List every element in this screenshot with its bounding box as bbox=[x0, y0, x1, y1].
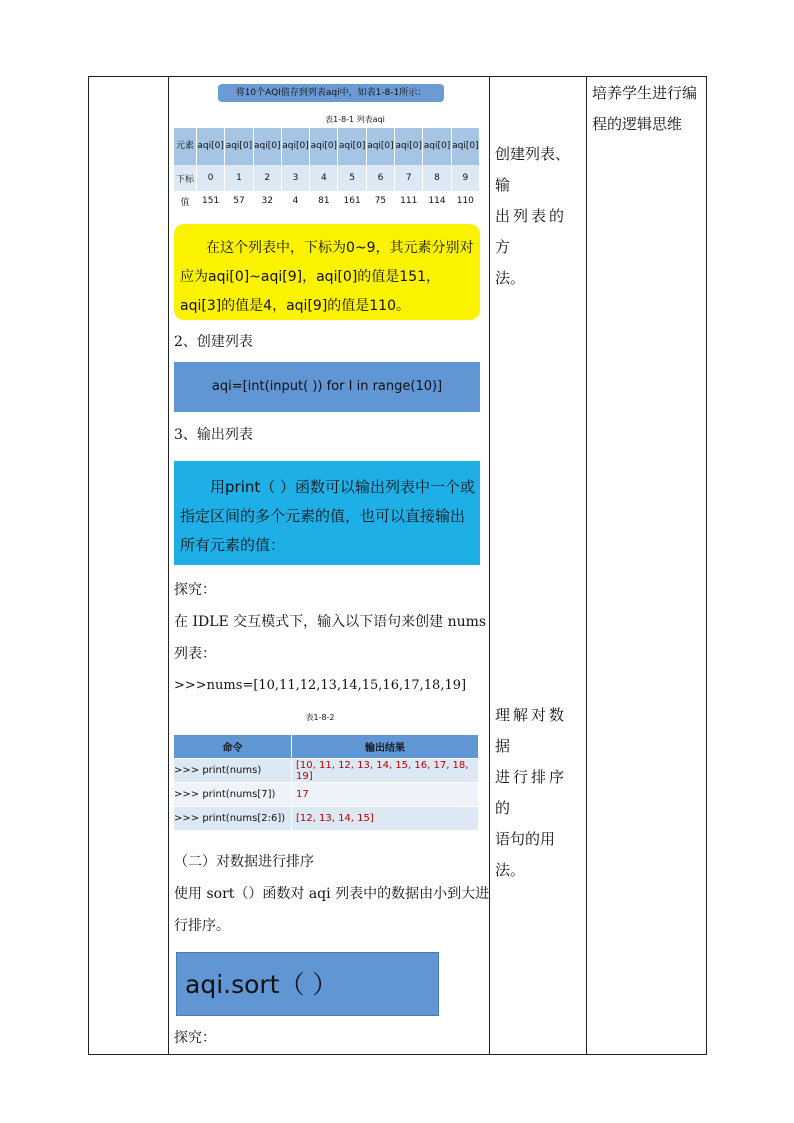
output-cell: [12, 13, 14, 15] bbox=[292, 807, 479, 831]
table-cell: 32 bbox=[253, 191, 281, 211]
command-cell: >>> print(nums) bbox=[174, 759, 292, 783]
table-cell: aqi[0] bbox=[338, 128, 366, 165]
section-heading-sort: （二）对数据进行排序 bbox=[174, 854, 314, 870]
table-cell: 9 bbox=[451, 165, 479, 191]
row-label: 值 bbox=[174, 191, 197, 211]
aqi-intro-banner: 将10个AQI值存到列表aqi中，如表1-8-1所示： bbox=[218, 84, 444, 102]
table-cell: 3 bbox=[281, 165, 309, 191]
row-label: 下标 bbox=[174, 165, 197, 191]
section-heading-output-list: 3、输出列表 bbox=[174, 427, 253, 443]
body-text: 在 IDLE 交互模式下，输入以下语句来创建 nums bbox=[174, 614, 487, 630]
table-cell: aqi[0] bbox=[366, 128, 394, 165]
note-text: 在这个列表中，下标为0~9，其元素分别对应为aqi[0]~aqi[9]，aqi[0]的值是151，aqi[3]的值是4，aqi[9]的值是110。 bbox=[180, 240, 474, 314]
table-cell: 114 bbox=[423, 191, 451, 211]
explore-label: 探究： bbox=[174, 582, 216, 598]
objective-sort-usage bbox=[495, 700, 583, 886]
table-cell: 2 bbox=[253, 165, 281, 191]
table-cell: 151 bbox=[197, 191, 225, 211]
table-cell: aqi[0] bbox=[395, 128, 423, 165]
section-heading-create-list: 2、创建列表 bbox=[174, 334, 253, 350]
table-cell: 161 bbox=[338, 191, 366, 211]
column-divider bbox=[489, 77, 490, 1054]
text-line: 法。 bbox=[495, 269, 526, 287]
table-cell: aqi[0] bbox=[225, 128, 253, 165]
table-row bbox=[174, 128, 480, 165]
body-text: 列表： bbox=[174, 646, 216, 662]
objective-create-output-list bbox=[495, 139, 583, 294]
table-cell: 75 bbox=[366, 191, 394, 211]
text-line: 出列表的方 bbox=[495, 207, 568, 256]
table-row bbox=[174, 807, 478, 831]
nums-code-line: >>>nums=[10,11,12,13,14,15,16,17,18,19] bbox=[174, 678, 467, 693]
table-cell: 8 bbox=[423, 165, 451, 191]
table-row bbox=[174, 759, 478, 783]
table-cell: 1 bbox=[225, 165, 253, 191]
table2-caption: 表1-8-2 bbox=[305, 713, 335, 722]
print-function-note bbox=[174, 461, 480, 565]
text-line: 程的逻辑思维 bbox=[592, 115, 683, 133]
table-cell: aqi[0] bbox=[281, 128, 309, 165]
command-cell: >>> print(nums[7]) bbox=[174, 783, 292, 807]
print-results-table bbox=[174, 735, 478, 831]
text-line: 进行排序的 bbox=[495, 768, 568, 817]
table-cell: aqi[0] bbox=[423, 128, 451, 165]
text-line: 理解对数据 bbox=[495, 706, 568, 755]
table-cell: 57 bbox=[225, 191, 253, 211]
body-text: 行排序。 bbox=[174, 918, 230, 934]
table-cell: aqi[0] bbox=[197, 128, 225, 165]
table-header-row bbox=[174, 735, 478, 759]
table-cell: 4 bbox=[310, 165, 338, 191]
column-divider bbox=[586, 77, 587, 1054]
text-line: 语句的用法。 bbox=[495, 830, 556, 879]
column-header: 命令 bbox=[174, 735, 292, 759]
explore-label: 探究： bbox=[174, 1030, 216, 1046]
output-cell: 17 bbox=[292, 783, 479, 807]
table-row bbox=[174, 191, 480, 211]
text-line: 创建列表、输 bbox=[495, 145, 571, 194]
column-header: 输出结果 bbox=[292, 735, 479, 759]
table-cell: 0 bbox=[197, 165, 225, 191]
command-cell: >>> print(nums[2:6]) bbox=[174, 807, 292, 831]
goal-logic-thinking bbox=[592, 78, 704, 140]
table-cell: 6 bbox=[366, 165, 394, 191]
table-cell: 110 bbox=[451, 191, 479, 211]
table-cell: 7 bbox=[395, 165, 423, 191]
table-cell: aqi[0] bbox=[253, 128, 281, 165]
aqi-list-table bbox=[174, 128, 480, 211]
table-cell: aqi[0] bbox=[451, 128, 479, 165]
table-cell: 111 bbox=[395, 191, 423, 211]
table-row bbox=[174, 783, 478, 807]
text-line: 培养学生进行编 bbox=[592, 84, 698, 102]
table-cell: 4 bbox=[281, 191, 309, 211]
table-cell: 5 bbox=[338, 165, 366, 191]
note-text: 用print（ ）函数可以输出列表中一个或指定区间的多个元素的值，也可以直接输出所有元素的值： bbox=[180, 478, 476, 554]
create-list-code: aqi=[int(input( )) for I in range(10)] bbox=[174, 362, 480, 412]
sort-code-box: aqi.sort（ ） bbox=[176, 952, 439, 1016]
table-cell: aqi[0] bbox=[310, 128, 338, 165]
output-cell: [10, 11, 12, 13, 14, 15, 16, 17, 18, 19] bbox=[292, 759, 479, 783]
column-divider bbox=[168, 77, 169, 1054]
table-cell: 81 bbox=[310, 191, 338, 211]
list-explanation-note bbox=[174, 224, 480, 320]
table-row bbox=[174, 165, 480, 191]
row-label: 元素 bbox=[174, 128, 197, 165]
table1-caption: 表1-8-1 列表aqi bbox=[325, 115, 385, 124]
body-text: 使用 sort（）函数对 aqi 列表中的数据由小到大进 bbox=[174, 886, 490, 902]
